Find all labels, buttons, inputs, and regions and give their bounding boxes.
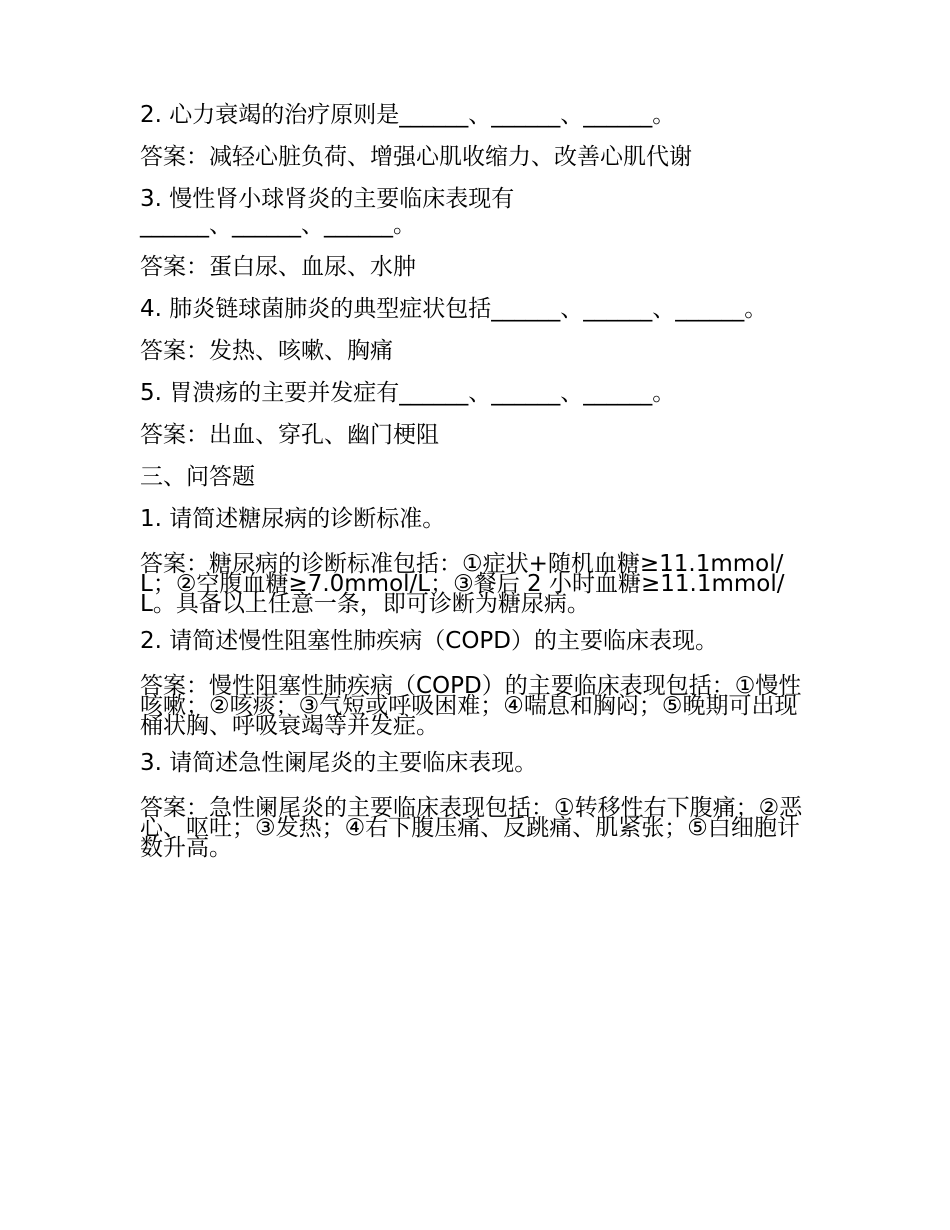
question-essay-1: 1. 请简述糖尿病的诊断标准。 (140, 506, 446, 532)
document-page (140, 100, 812, 870)
section-heading-essay: 三、问答题 (140, 464, 255, 490)
question-essay-3: 3. 请简述急性阑尾炎的主要临床表现。 (140, 750, 538, 776)
question-fill-4: 4. 肺炎链球菌肺炎的典型症状包括______、______、______。 (140, 296, 768, 322)
answer-fill-5: 答案：出血、穿孔、幽门梗阻 (140, 422, 439, 448)
answer-fill-4: 答案：发热、咳嗽、胸痛 (140, 338, 393, 364)
question-fill-5: 5. 胃溃疡的主要并发症有______、______、______。 (140, 380, 676, 406)
question-fill-3: 3. 慢性肾小球肾炎的主要临床表现有 (140, 186, 515, 212)
answer-fill-2: 答案：减轻心脏负荷、增强心肌收缩力、改善心肌代谢 (140, 144, 692, 170)
question-fill-2: 2. 心力衰竭的治疗原则是______、______、______。 (140, 102, 676, 128)
question-fill-3-blanks: ______、______、______。 (140, 212, 416, 238)
answer-essay-1: 答案：糖尿病的诊断标准包括：①症状+随机血糖≥11.1mmol/L；②空腹血糖≥7.0mmol/L；③餐后 2 小时血糖≥11.1mmol/L。具备以上任意一条，即可诊断为糖尿病。 (140, 551, 785, 617)
answer-essay-2: 答案：慢性阻塞性肺疾病（COPD）的主要临床表现包括：①慢性咳嗽；②咳痰；③气短或呼吸困难；④喘息和胸闷；⑤晚期可出现桶状胸、呼吸衰竭等并发症。 (140, 673, 802, 739)
question-essay-2: 2. 请简述慢性阻塞性肺疾病（COPD）的主要临床表现。 (140, 628, 718, 654)
answer-essay-3: 答案：急性阑尾炎的主要临床表现包括：①转移性右下腹痛；②恶心、呕吐；③发热；④右下腹压痛、反跳痛、肌紧张；⑤白细胞计数升高。 (140, 795, 803, 861)
answer-fill-3: 答案：蛋白尿、血尿、水肿 (140, 254, 416, 280)
